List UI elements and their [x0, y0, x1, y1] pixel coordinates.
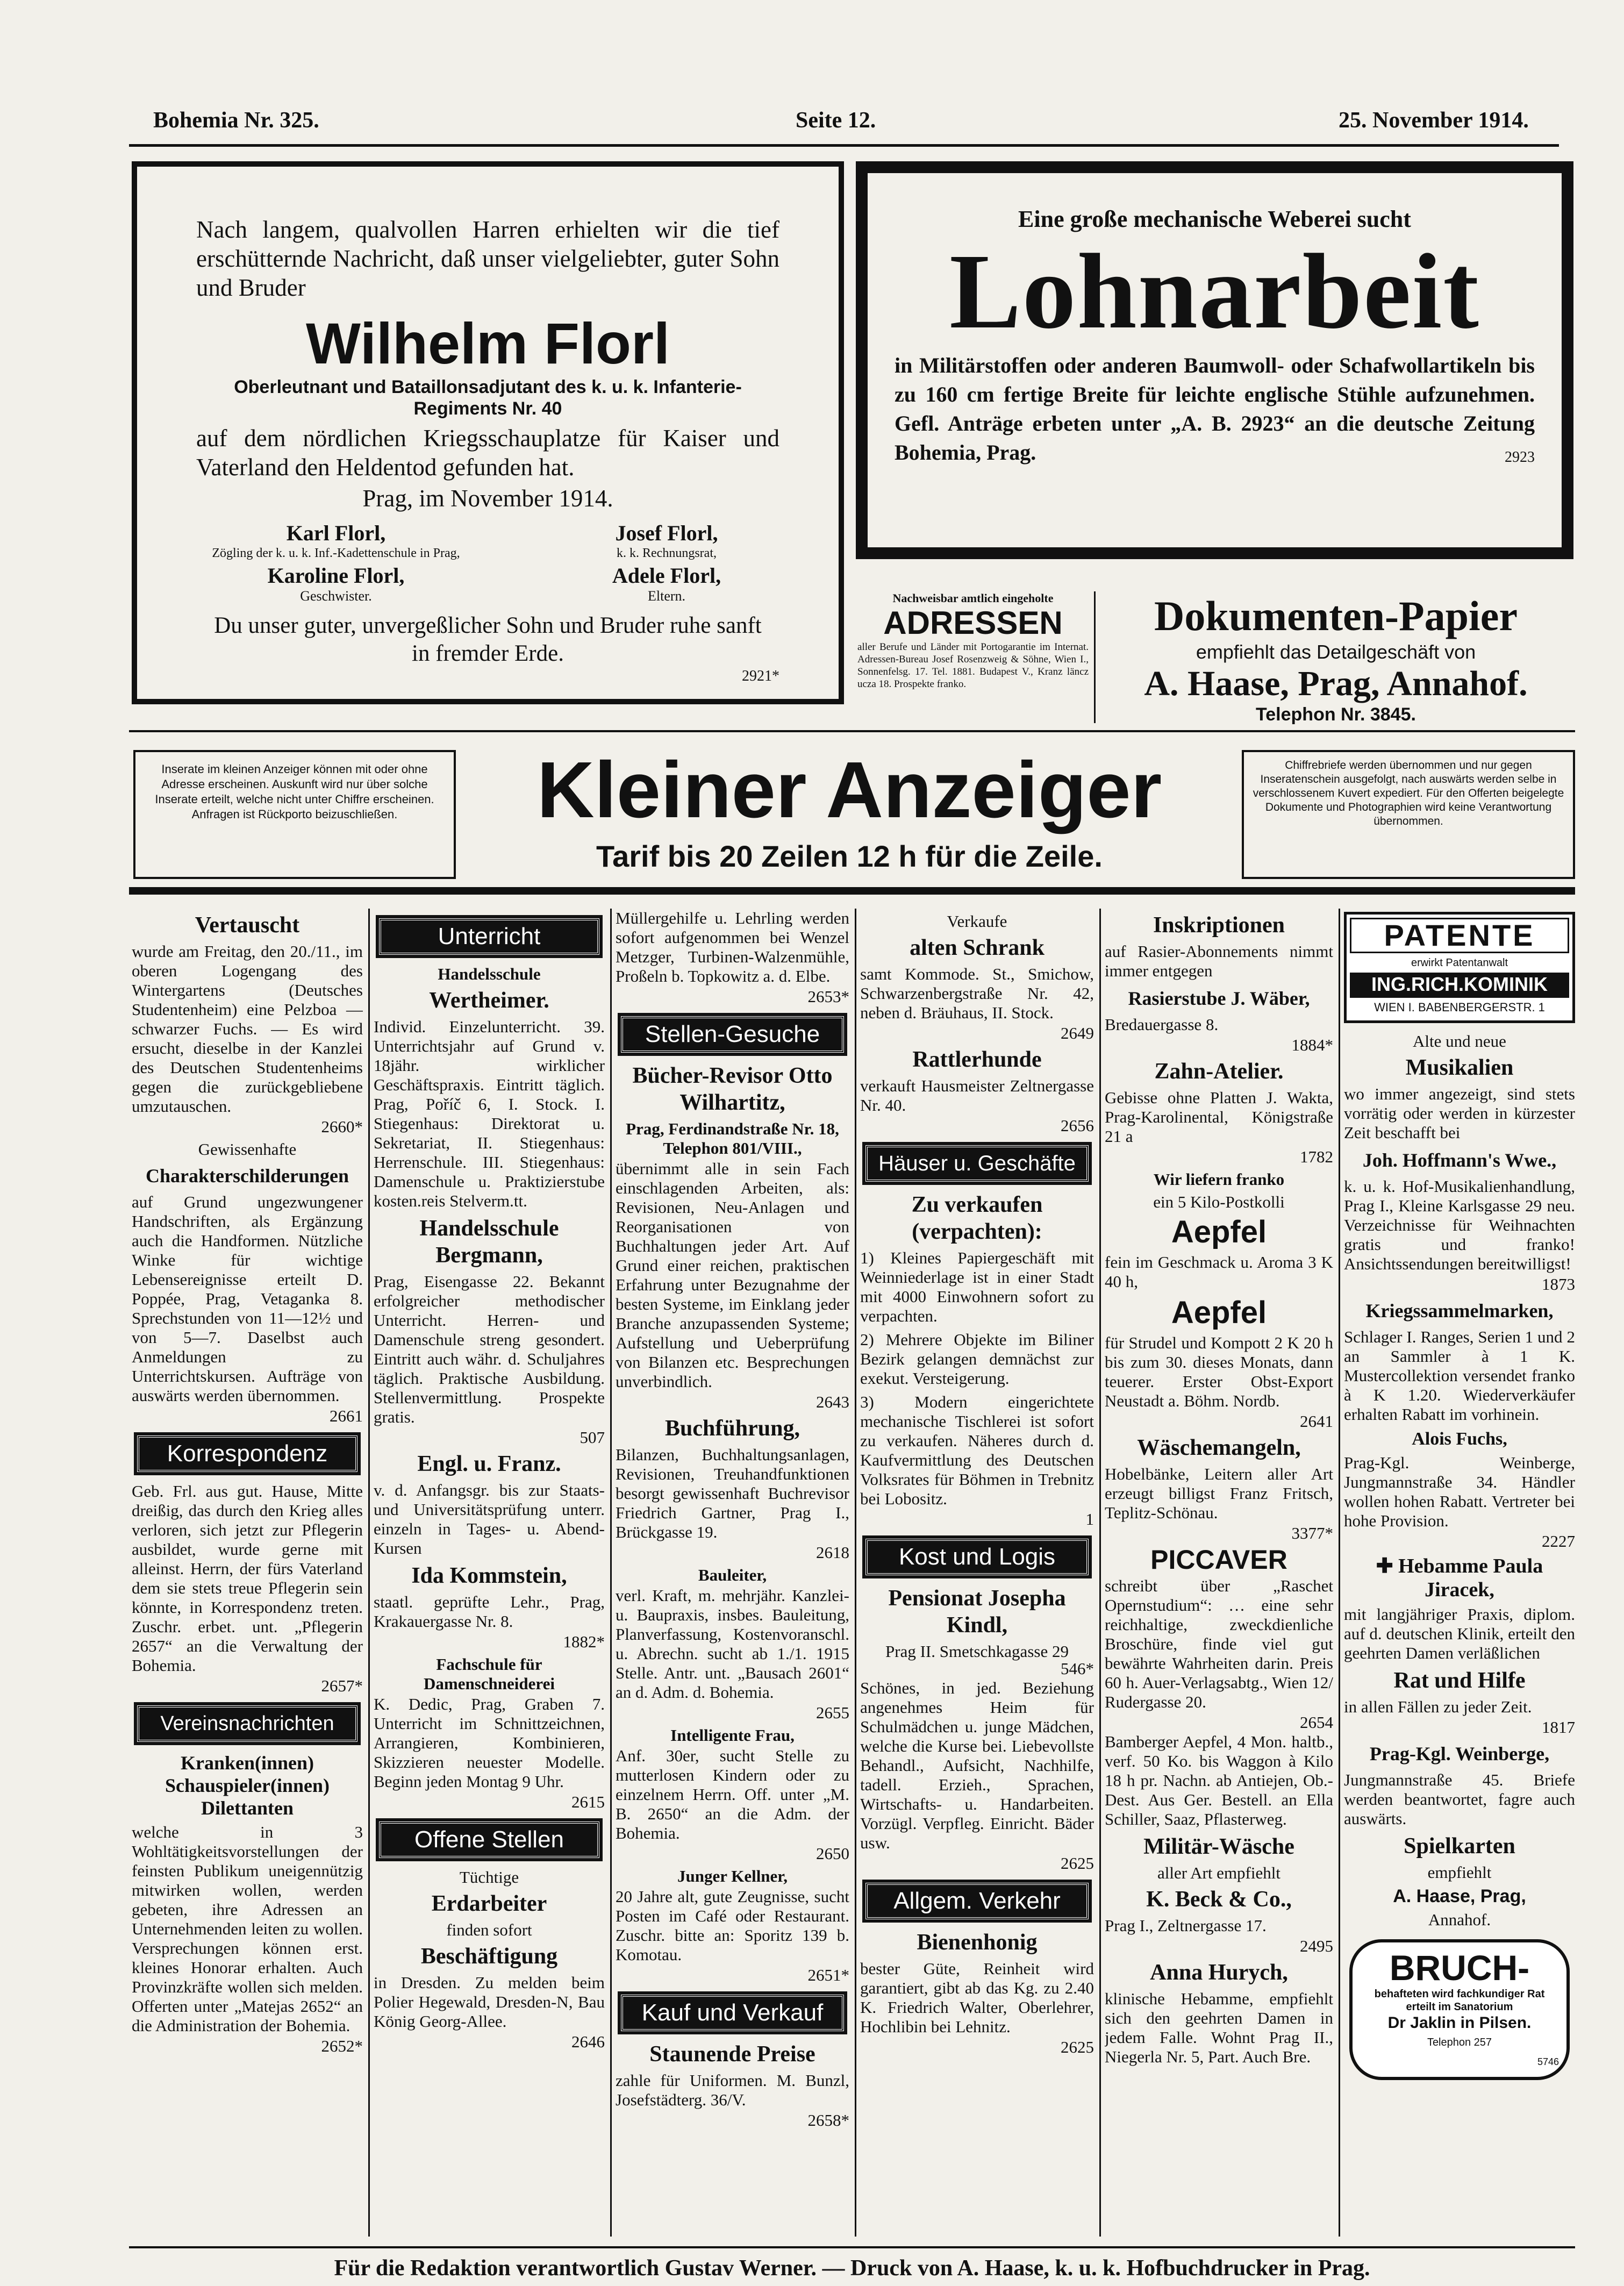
ad-hoffmann-heading: Joh. Hoffmann's Wwe.,: [1362, 1149, 1557, 1171]
ad-verkaufen-number: 1: [1085, 1510, 1094, 1528]
ad-weinberge-heading: Prag-Kgl. Weinberge,: [1369, 1743, 1550, 1764]
ad-musikalien-sub: Alte und neue: [1413, 1032, 1506, 1051]
adressen-title: ADRESSEN: [883, 605, 1063, 641]
ad-pensionat-number-1: 546*: [1061, 1659, 1094, 1678]
ad-vertauscht-number: 2660*: [321, 1117, 363, 1136]
column-3: [616, 909, 849, 2242]
anzeiger-title: Kleiner Anzeiger: [536, 746, 1162, 834]
ad-vertauscht-text: wurde am Freitag, den 20./11., im oberen Logengang des Wintergartens (Deutsches Studentenheim) eine Pelzboa — schwarzer Fuchs. — Es wird ersucht, dieselbe in der Kanzlei des Deutschen Studentenheims gegen die zurückgebliebene umzutauschen.: [132, 942, 363, 1116]
anzeiger-rule: [129, 887, 1575, 895]
ad-verkaufen-text-3: 3) Modern eingerichtete mechanische Tischlerei ist sofort zu verkaufen. Näheres durch d. Kaufvermittlung des Deutschen Volksrates für Böhmen in Trebnitz bei Lobositz.: [860, 1392, 1094, 1508]
ad-inskriptionen-heading: Inskriptionen: [1153, 913, 1285, 938]
section-vereinsnachrichten: Vereinsnachrichten: [137, 1705, 357, 1742]
ad-aepfel-kolli: ein 5 Kilo-Postkolli: [1153, 1192, 1285, 1211]
lohnarbeit-title: Lohnarbeit: [949, 232, 1480, 351]
ad-piccaver-text: schreibt über „Raschet Opernstudium“: … eine sehr reichhaltige, zweckdienliche Broschüre, finde viel gut bewährte Wahrheiten darin. Preis 60 h. Auer-Verlagsabtg., Wien 12/ Rudergasse 20.: [1105, 1576, 1333, 1711]
ad-hurych-heading: Anna Hurych,: [1150, 1960, 1288, 1985]
ad-pensionat-heading: Pensionat Josepha Kindl,: [888, 1586, 1066, 1638]
ad-charakter-sub: Gewissenhafte: [198, 1140, 297, 1159]
ad-buchfuehrung-heading: Buchführung,: [665, 1416, 800, 1441]
ad-waeschemangeln-number: 3377*: [1291, 1524, 1333, 1542]
ad-hoffmann-number: 1873: [1542, 1275, 1575, 1294]
ad-fuchs-heading: Alois Fuchs,: [1412, 1429, 1507, 1449]
ad-aepfel-text-2: für Strudel und Kompott 2 K 20 h bis zum 30. dieses Monats, dann teuerer. Erster Obst-Export Neustadt a. Böhm. Nordb.: [1105, 1333, 1333, 1410]
ad-buecher-revisor-text: übernimmt alle in sein Fach einschlagenden Arbeiten, als: Revisionen, Neu-Anlagen und Reorganisationen von Buchhaltungen jeder Art. Auf Grund einer reichen, praktischen Erfahrung unter Bezugnahme der besten Systeme, im Einklang jeder Branche anzupassenden Systeme; Aufstellung und Ueberprüfung von Bilanzen etc. Besprechungen unverbindlich.: [616, 1159, 849, 1391]
ad-erdarbeiter-number: 2646: [571, 2032, 605, 2051]
ad-schrank-text: samt Kommode. St., Smichow, Schwarzenbergstraße Nr. 42, neben d. Bräuhaus, II. Stock.: [860, 965, 1094, 1022]
ad-erdarbeiter-sub: Tüchtige: [459, 1868, 519, 1887]
lohnarbeit-number: 2923: [1505, 449, 1535, 466]
ad-beck-text: Prag I., Zeltnergasse 17.: [1105, 1916, 1267, 1935]
ad-aepfel-number: 2641: [1300, 1412, 1333, 1431]
ad-fachschule-text: K. Dedic, Prag, Graben 7. Unterricht im Schnittzeichnen, Arrangieren, Kombinieren, Skizzieren neuester Modelle. Beginn jeden Montag 9 Uhr.: [374, 1695, 605, 1791]
signature-karl-role: Zögling der k. u. k. Inf.-Kadettenschule in Prag,: [212, 546, 460, 560]
ad-preise-number: 2658*: [807, 2111, 849, 2130]
column-5: [1105, 909, 1333, 2242]
ad-spielkarten-empfiehlt: empfiehlt: [1427, 1863, 1492, 1882]
column-4: [860, 909, 1094, 2242]
obituary-place: Prag, im November 1914.: [362, 485, 613, 512]
ad-erdarbeiter-heading: Erdarbeiter: [431, 1891, 547, 1916]
ad-weinberge-text: Jungmannstraße 45. Briefe werden beantwortet, fagre auch auswärts.: [1344, 1770, 1575, 1828]
section-kauf-und-verkauf: Kauf und Verkauf: [621, 1995, 844, 2031]
ad-pensionat-number: 2625: [1061, 1854, 1094, 1873]
obituary-intro: Nach langem, qualvollen Harren erhielten wir die tief erschütternde Nachricht, daß unser vielgeliebter, guter Sohn und Bruder: [196, 216, 779, 301]
obituary-number: 2921*: [742, 668, 779, 684]
ad-musikalien-heading: Musikalien: [1405, 1055, 1514, 1080]
bruch-number: 5746: [1537, 2056, 1559, 2067]
ad-buchfuehrung-number: 2618: [816, 1543, 849, 1562]
footer-imprint: Für die Redaktion verantwortlich Gustav Werner. — Druck von A. Haase, k. u. k. Hofbuchdrucker in Prag.: [334, 2256, 1370, 2281]
header-right: 25. November 1914.: [1339, 108, 1529, 133]
ad-haase-heading: A. Haase, Prag,: [1393, 1886, 1526, 1906]
section-stellen-gesuche: Stellen-Gesuche: [621, 1016, 844, 1053]
ad-preise-text: zahle für Uniformen. M. Bunzl, Josefstädterg. 36/V.: [616, 2071, 849, 2109]
ad-buchfuehrung-text: Bilanzen, Buchhaltungsanlagen, Revisionen, Treuhandfunktionen besorgt gewissenhaft Buchrevisor Friedrich Gartner, Prag I., Brückgasse 19.: [616, 1445, 849, 1541]
signature-karoline: Karoline Florl,: [267, 563, 405, 588]
ad-verkaufen-text-1: 1) Kleines Papiergeschäft mit Weinniederlage ist in einer Stadt mit 4000 Einwohnern sofort zu verpachten.: [860, 1248, 1094, 1325]
ad-kellner-text: 20 Jahre alt, gute Zeugnisse, sucht Posten im Café oder Restaurant. Zuschr. bitte an: Sporitz 139 b. Komotau.: [616, 1887, 849, 1964]
ad-rat-hilfe-heading: Rat und Hilfe: [1393, 1668, 1526, 1693]
ad-englisch-text: v. d. Anfangsgr. bis zur Staats- und Universitätsprüfung unterr. einzeln in Tages- u. Abend-Kursen: [374, 1481, 605, 1558]
ad-dilettanten-number: 2652*: [321, 2037, 363, 2055]
ad-beck-number: 2495: [1300, 1937, 1333, 1955]
signature-adele-role: Eltern.: [647, 588, 686, 604]
ad-kriegsmarken-heading: Kriegssammelmarken,: [1365, 1300, 1554, 1321]
header-left: Bohemia Nr. 325.: [153, 108, 319, 133]
dokumenten-line1: empfiehlt das Detailgeschäft von: [1196, 641, 1476, 663]
ad-charakter-heading: Charakterschilderungen: [146, 1165, 349, 1187]
section-unterricht: Unterricht: [379, 918, 599, 955]
ad-kommstein-text: staatl. geprüfte Lehr., Prag, Krakauergasse Nr. 8.: [374, 1592, 605, 1631]
ad-aepfel-heading: Aepfel: [1171, 1215, 1267, 1249]
ad-bergmann-text: Prag, Eisengasse 22. Bekannt erfolgreicher methodischer Unterricht. Herren- und Damenschule streng gesondert. Eintritt auch währ. d. Schuljahres täglich. Praktische Ausbildung. Stellenvermittlung. Prospekte gratis.: [374, 1272, 605, 1426]
ad-pensionat-text: Schönes, in jed. Beziehung angenehmes Heim für Schulmädchen u. junge Mädchen, welche die Kurse bei. Liebevollste Behandl., Aufsicht, Nachhilfe, tadell. Erzieh., Sprachen, Wirtschafts- u. Handarbeiten. Vorzügl. Verpfleg. Einricht. Bäder usw.: [860, 1678, 1094, 1852]
patente-name: ING.RICH.KOMINIK: [1350, 973, 1569, 996]
ad-fuchs-number: 2227: [1542, 1532, 1575, 1551]
dokumenten-line2: A. Haase, Prag, Annahof.: [1144, 664, 1528, 703]
ad-pensionat-address: Prag II. Smetschkagasse 29: [885, 1642, 1069, 1661]
ad-militaerwaesche-heading: Militär-Wäsche: [1143, 1834, 1294, 1859]
ad-bergmann-heading: Handelsschule Bergmann,: [419, 1216, 559, 1268]
adressen-top: Nachweisbar amtlich eingeholte: [892, 591, 1054, 605]
ad-buecher-revisor-number: 2643: [816, 1392, 849, 1411]
section-offene-stellen: Offene Stellen: [379, 1821, 599, 1858]
ad-bauleiter-sub: Bauleiter,: [698, 1566, 767, 1584]
patente-title: PATENTE: [1350, 918, 1569, 953]
ad-erdarbeiter-heading2: Beschäftigung: [420, 1944, 558, 1969]
ad-bamberger-text: Bamberger Aepfel, 4 Mon. haltb., verf. 50 Ko. bis Waggon à Kilo 18 h pr. Nachn. ab Antiejen, Ob.-Dest. Aus Ger. Bestell. an Ella Schiller, Saaz, Pflasterweg.: [1105, 1732, 1333, 1828]
lohnarbeit-text: in Militärstoffen oder anderen Baumwoll- oder Schafwollartikeln bis zu 160 cm fertige Breite für leichte englische Stühle aufzunehmen. Gefl. Anträge erbeten unter „A. B. 2923“ an die deutsche Zeitung Bohemia, Prag.: [895, 353, 1535, 465]
ad-verkaufen-text-2: 2) Mehrere Objekte im Biliner Bezirk gelangen demnächst zur exekut. Versteigerung.: [860, 1330, 1094, 1388]
signature-karl: Karl Florl,: [286, 521, 386, 545]
ad-wertheimer-sub: Handelsschule: [438, 965, 541, 983]
column-divider-5: [1339, 909, 1340, 2237]
ad-rattler-number: 2656: [1061, 1116, 1094, 1135]
adressen-text: aller Berufe und Länder mit Portogarantie im Internat. Adressen-Bureau Josef Rosenzweig & Söhne, Wien I., Sonnenfelsg. 17. Tel. 1881. Budapest V., Kranz läncz ucza 18. Prospekte franko.: [857, 641, 1089, 690]
ad-schrank-number: 2649: [1061, 1024, 1094, 1042]
ad-rat-hilfe-number: 1817: [1542, 1718, 1575, 1737]
adressen-ad: [857, 591, 1089, 723]
obituary-box: [132, 161, 844, 704]
ad-schrank-sub: Verkaufe: [947, 912, 1007, 931]
ad-rattler-heading: Rattlerhunde: [912, 1047, 1042, 1072]
section-allgemeiner-verkehr: Allgem. Verkehr: [865, 1883, 1089, 1919]
ad-erdarbeiter-finden: finden sofort: [446, 1920, 532, 1939]
ad-verkaufen-heading: Zu verkaufen (verpachten):: [911, 1192, 1043, 1244]
signature-josef-role: k. k. Rechnungsrat,: [617, 546, 717, 560]
column-divider-4: [1099, 909, 1101, 2237]
ad-fachschule-sub: Fachschule für Damenschneiderei: [424, 1655, 555, 1693]
ad-rat-hilfe-text: in allen Fällen zu jeder Zeit.: [1344, 1697, 1532, 1716]
ad-preise-heading: Staunende Preise: [649, 2042, 815, 2067]
ad-zahn-heading: Zahn-Atelier.: [1154, 1059, 1284, 1084]
obituary-name: Wilhelm Florl: [305, 311, 670, 376]
ad-charakter-text: auf Grund ungezwungener Handschriften, als Ergänzung auch die Handformen. Nützliche Winke für wichtige Lebensereignisse erteilt D. Poppée, Prag, Vetaganka 8. Sprechstunden von 11—12½ und von 5—7. Daselbst auch Anmeldungen zu Unterrichtskursen. Aufträge von auswärts werden übernommen.: [132, 1192, 363, 1405]
ad-hoffmann-text: k. u. k. Hof-Musikalienhandlung, Prag I., Kleine Karlsgasse 29 neu. Verzeichnisse für Weihnachten gratis und franko! Ansichtssendungen bereitwilligst!: [1344, 1177, 1575, 1273]
ad-kommstein-number: 1882*: [563, 1632, 605, 1651]
header-center: Seite 12.: [796, 108, 876, 133]
ad-frau-sub: Intelligente Frau,: [670, 1726, 795, 1745]
ad-korrespondenz-number: 2657*: [321, 1676, 363, 1695]
dokumenten-ad: [1099, 591, 1572, 723]
ad-bergmann-number: 507: [580, 1428, 605, 1447]
ad-bienenhonig-heading: Bienenhonig: [917, 1930, 1038, 1955]
section-rule: [129, 730, 1575, 732]
column-divider-1: [368, 909, 370, 2237]
ad-waeschemangeln-heading: Wäschemangeln,: [1137, 1435, 1301, 1460]
ad-vertauscht-heading: Vertauscht: [195, 913, 300, 938]
ad-bauleiter-number: 2655: [816, 1703, 849, 1722]
ad-dilettanten-heading: Kranken(innen) Schauspieler(innen) Dilettanten: [164, 1752, 330, 1819]
ad-bienenhonig-number: 2625: [1061, 2038, 1094, 2056]
ad-buecher-revisor-heading: Bücher-Revisor Otto Wilhartitz,: [632, 1063, 833, 1115]
ad-musikalien-text: wo immer angezeigt, sind stets vorrätig oder werden in kürzester Zeit beschafft bei: [1344, 1084, 1575, 1142]
ad-charakter-number: 2661: [330, 1406, 363, 1425]
ad-kriegsmarken-text: Schlager I. Ranges, Serien 1 und 2 an Sammler à 1 K. Mustercollektion versendet franko à K 1.20. Wiederverkäufer erhalten Rabatt im vorhinein.: [1344, 1327, 1575, 1424]
patente-address: WIEN I. BABENBERGERSTR. 1: [1350, 996, 1569, 1017]
ad-waeschemangeln-text: Hobelbänke, Leitern aller Art erzeugt billigst Franz Fritsch, Teplitz-Schönau.: [1105, 1465, 1333, 1522]
ad-spielkarten-heading: Spielkarten: [1404, 1834, 1515, 1859]
ad-kommstein-heading: Ida Kommstein,: [411, 1563, 567, 1588]
patente-ad: [1344, 912, 1575, 1023]
anzeiger-tariff: Tarif bis 20 Zeilen 12 h für die Zeile.: [596, 839, 1103, 873]
column-divider-2: [610, 909, 612, 2237]
ad-buecher-revisor-sub: Prag, Ferdinandstraße Nr. 18, Telephon 801/VIII.,: [626, 1119, 839, 1158]
section-haeuser-geschaefte: Häuser u. Geschäfte: [865, 1145, 1089, 1182]
lohnarbeit-box: [856, 161, 1573, 559]
ad-frau-text: Anf. 30er, sucht Stelle zu mutterlosen Kindern oder zu einzelnem Herrn. Off. unter „M. B. 2650“ an die Adm. der Bohemia.: [616, 1746, 849, 1842]
ad-wertheimer-text: Individ. Einzelunterricht. 39. Unterrichtsjahr auf Grund v. 18jähr. wirklicher Geschäftspraxis. Eintritt täglich. Prag, Poříč 6, I. Stock. I. Stiegenhaus: Direktorat u. Sekretariat, II. Stiegenhaus: Herrenschule. III. Stiegenhaus: Damenschule u. Praktizierstube kosten.reis Stelverm.tt.: [374, 1017, 605, 1210]
column-6: [1344, 909, 1575, 2242]
signature-josef: Josef Florl,: [615, 521, 718, 545]
ad-hebamme-text: mit langjähriger Praxis, diplom. auf d. deutschen Klinik, erteilt den geehrten Damen verläßlichen: [1344, 1605, 1575, 1662]
ad-inskriptionen-text: auf Rasier-Abonnements nimmt immer entgegen: [1105, 942, 1333, 980]
bruch-ad: [1349, 1939, 1570, 2080]
bruch-name: Dr Jaklin in Pilsen.: [1387, 2014, 1532, 2032]
obituary-text: auf dem nördlichen Kriegsschauplatze für Kaiser und Vaterland den Heldentod gefunden hat.: [196, 425, 779, 481]
column-2: [374, 909, 605, 2242]
ad-rasierstube-number: 1884*: [1291, 1035, 1333, 1054]
obituary-rank: Oberleutnant und Bataillonsadjutant des k. u. k. Infanterie-Regiments Nr. 40: [234, 377, 742, 419]
anzeiger-right-note-text: Chiffrebriefe werden übernommen und nur gegen Inseratenschein ausgefolgt, nach auswärts werden selbe in verschlossenem Kuvert expediert. Für den Offerten beigelegte Dokumente und Photographien wird keine Verantwortung übernommen.: [1253, 759, 1564, 827]
dokumenten-title: Dokumenten-Papier: [1154, 592, 1518, 639]
ad-fuchs-text: Prag-Kgl. Weinberge, Jungmannstraße 34. Händler wollen hohen Rabatt. Vertreter bei hohe Provision.: [1344, 1453, 1575, 1530]
section-kost-und-logis: Kost und Logis: [865, 1539, 1089, 1575]
ad-frau-number: 2650: [816, 1844, 849, 1863]
ad-zahn-number: 1782: [1300, 1147, 1333, 1166]
ad-kellner-sub: Junger Kellner,: [677, 1867, 788, 1885]
ad-zahn-text: Gebisse ohne Platten J. Wakta, Prag-Karolinental, Königstraße 21 a: [1105, 1088, 1333, 1146]
ad-wertheimer-heading: Wertheimer.: [429, 988, 549, 1013]
ad-muellergehilfe-number: 2653*: [807, 987, 849, 1006]
ad-aepfel-text-1: fein im Geschmack u. Aroma 3 K 40 h,: [1105, 1253, 1333, 1291]
footer-rule: [129, 2246, 1575, 2248]
ad-hurych-text: klinische Hebamme, empfiehlt sich den geehrten Damen in jedem Falle. Wohnt Prag II., Niegerla Nr. 5, Part. Auch Bre.: [1105, 1989, 1333, 2066]
signature-adele: Adele Florl,: [612, 563, 721, 588]
signature-karoline-role: Geschwister.: [300, 588, 372, 604]
anzeiger-right-note: [1242, 750, 1575, 879]
column-1: [132, 909, 363, 2242]
ad-bienenhonig-text: bester Güte, Reinheit wird garantiert, gibt ab das Kg. zu 2.40 K. Friedrich Walter, Oberlehrer, Hochlibin bei Lehnitz.: [860, 1959, 1094, 2036]
ad-piccaver-heading: PICCAVER: [1150, 1545, 1287, 1575]
ad-beck-heading: K. Beck & Co.,: [1146, 1887, 1292, 1912]
adressen-divider: [1094, 591, 1096, 723]
ad-englisch-heading: Engl. u. Franz.: [417, 1452, 561, 1476]
anzeiger-left-note-text: Inserate im kleinen Anzeiger können mit oder ohne Adresse erscheinen. Auskunft wird nur über solche Inserate erteilt, welche nicht unter Chiffre erscheinen. Anfragen ist Rückporto beizuschließen.: [155, 762, 434, 821]
ad-rasierstube-heading: Rasierstube J. Wäber,: [1128, 988, 1310, 1009]
lohnarbeit-top: Eine große mechanische Weberei sucht: [1018, 206, 1411, 232]
ad-muellergehilfe-text: Müllergehilfe u. Lehrling werden sofort aufgenommen bei Wenzel Metzger, Turbinen-Walzenmühle, Proßeln b. Topkowitz a. d. Elbe.: [616, 909, 849, 985]
bruch-title: BRUCH-: [1389, 1948, 1530, 1988]
ad-schrank-heading: alten Schrank: [910, 935, 1044, 960]
ad-aepfel-heading-2: Aepfel: [1171, 1295, 1267, 1330]
ad-aepfel-sub: Wir liefern franko: [1153, 1170, 1285, 1189]
ad-kellner-number: 2651*: [807, 1966, 849, 1984]
column-divider-3: [855, 909, 856, 2237]
ad-korrespondenz-text: Geb. Frl. aus gut. Hause, Mitte dreißig, das durch den Krieg alles verloren, sich jetzt zur Pflegerin ausbildet, wurde gerne mit alleinst. Herrn, der fürs Vaterland dem sie stets treue Pflegerin sein könnte, in Korrespondenz treten. Zuschr. erbet. unt. „Pflegerin 2657“ an die Verwaltung der Bohemia.: [132, 1482, 363, 1675]
header-rule: [129, 144, 1559, 147]
ad-fachschule-number: 2615: [571, 1792, 605, 1811]
ad-rasierstube-text: Bredauergasse 8.: [1105, 1015, 1219, 1034]
ad-erdarbeiter-text: in Dresden. Zu melden beim Polier Hegewald, Dresden-N, Bau König Georg-Allee.: [374, 1973, 605, 2031]
ad-haase-annahof: Annahof.: [1428, 1910, 1491, 1929]
ad-militaerwaesche-text: aller Art empfiehlt: [1157, 1863, 1280, 1882]
bruch-telephone: Telephon 257: [1427, 2037, 1492, 2048]
ad-rattler-text: verkauft Hausmeister Zeltnergasse Nr. 40.: [860, 1076, 1094, 1115]
ad-dilettanten-text: welche in 3 Wohltätigkeitsvorstellungen der feinsten Publikum uneigennützig mitwirken wollen, werden gebeten, ihre Adressen an Unternehmenden leiten zu wollen. Versprechungen können erst. kleines Honorar erhalten. Auch Provinzkräfte wollen sich melden. Offerten unter „Matejas 2652“ an die Administration der Bohemia.: [132, 1823, 363, 2035]
section-korrespondenz: Korrespondenz: [137, 1435, 357, 1472]
bruch-text: behafteten wird fachkundiger Rat erteilt im Sanatorium: [1374, 1988, 1545, 2013]
anzeiger-left-note: [133, 750, 456, 879]
ad-piccaver-number: 2654: [1300, 1713, 1333, 1732]
ad-hebamme-heading: ✚ Hebamme Paula Jiracek,: [1376, 1555, 1543, 1601]
dokumenten-line3: Telephon Nr. 3845.: [1256, 704, 1416, 725]
patente-small: erwirkt Patentanwalt: [1411, 957, 1508, 969]
obituary-closing: Du unser guter, unvergeßlicher Sohn und Bruder ruhe sanft in fremder Erde.: [214, 613, 762, 666]
ad-bauleiter-text: verl. Kraft, m. mehrjähr. Kanzlei- u. Baupraxis, insbes. Bauleitung, Planverfassung, Kostenvoranschl. u. Abrechn. sucht ab 1./1. 1915 Stelle. Antr. unt. „Bausach 2601“ an d. Adm. d. Bohemia.: [616, 1586, 849, 1702]
